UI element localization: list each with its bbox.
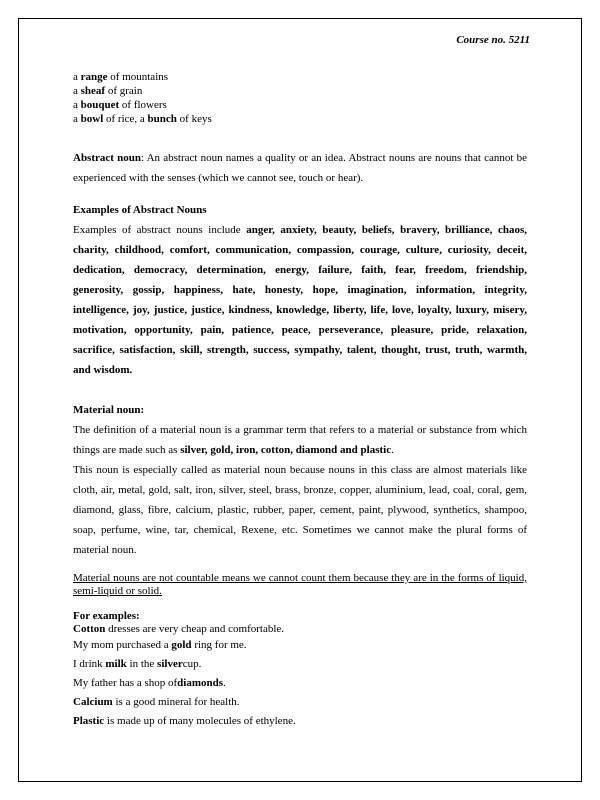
material-noun-heading: Material noun: <box>73 404 145 416</box>
course-number: Course no. 5211 <box>456 34 530 46</box>
collective-example: a sheaf of grain <box>73 85 143 97</box>
material-noun-paragraph: This noun is especially called as material noun because nouns in this class are almost materials like cloth, air, metal, gold, salt, iron, silver, steel, brass, bronze, copper, aluminium, lead, coal, coral, gem, diamond, glass, fibre, calcium, plastic, rubber, paper, cement, paint, plywood, synthetics, shampoo, soap, perfume, wine, tar, chemical, Rexene, etc. Sometimes we cannot make the plural forms of material noun. <box>73 464 527 556</box>
collective-example: a range of mountains <box>73 71 169 83</box>
material-noun-note: Material nouns are not countable means we cannot count them because they are in the forms of liquid, semi-liquid or solid. <box>73 572 527 597</box>
material-example: Calcium is a good mineral for health. <box>73 696 240 708</box>
document-body <box>73 70 527 731</box>
material-example: Plastic is made up of many molecules of ethylene. <box>73 715 296 727</box>
material-noun-definition: The definition of a material noun is a grammar term that refers to a material or substance from which things are made such as silver, gold, iron, cotton, diamond and plastic. <box>73 424 527 456</box>
material-example: Cotton dresses are very cheap and comfortable. <box>73 623 285 635</box>
collective-example: a bowl of rice, a bunch of keys <box>73 113 212 125</box>
material-example: My mom purchased a gold ring for me. <box>73 639 247 651</box>
collective-example: a bouquet of flowers <box>73 99 167 111</box>
abstract-noun-term: Abstract noun <box>73 152 141 164</box>
material-examples-heading: For examples: <box>73 610 140 622</box>
material-example: I drink milk in the silvercup. <box>73 658 202 670</box>
abstract-noun-definition: Abstract noun: An abstract noun names a quality or an idea. Abstract nouns are nouns that cannot be experienced with the senses (which we cannot see, touch or hear). <box>73 152 528 184</box>
material-example: My father has a shop ofdiamonds. <box>73 677 226 689</box>
abstract-examples-heading: Examples of Abstract Nouns <box>73 204 207 216</box>
collective-noun-examples <box>73 70 527 126</box>
abstract-examples-paragraph: Examples of abstract nouns include anger, anxiety, beauty, beliefs, bravery, brilliance, chaos, charity, childhood, comfort, communication, compassion, courage, culture, curiosity, deceit, dedication, democracy, determination, energy, failure, faith, fear, freedom, friendship, generosity, gossip, happiness, hate, honesty, hope, imagination, information, integrity, intelligence, joy, justice, justice, kindness, knowledge, liberty, life, love, loyalty, luxury, misery, motivation, opportunity, pain, patience, peace, perseverance, pleasure, pride, relaxation, sacrifice, satisfaction, skill, strength, success, sympathy, talent, thought, trust, truth, warmth, and wisdom. <box>73 224 527 376</box>
